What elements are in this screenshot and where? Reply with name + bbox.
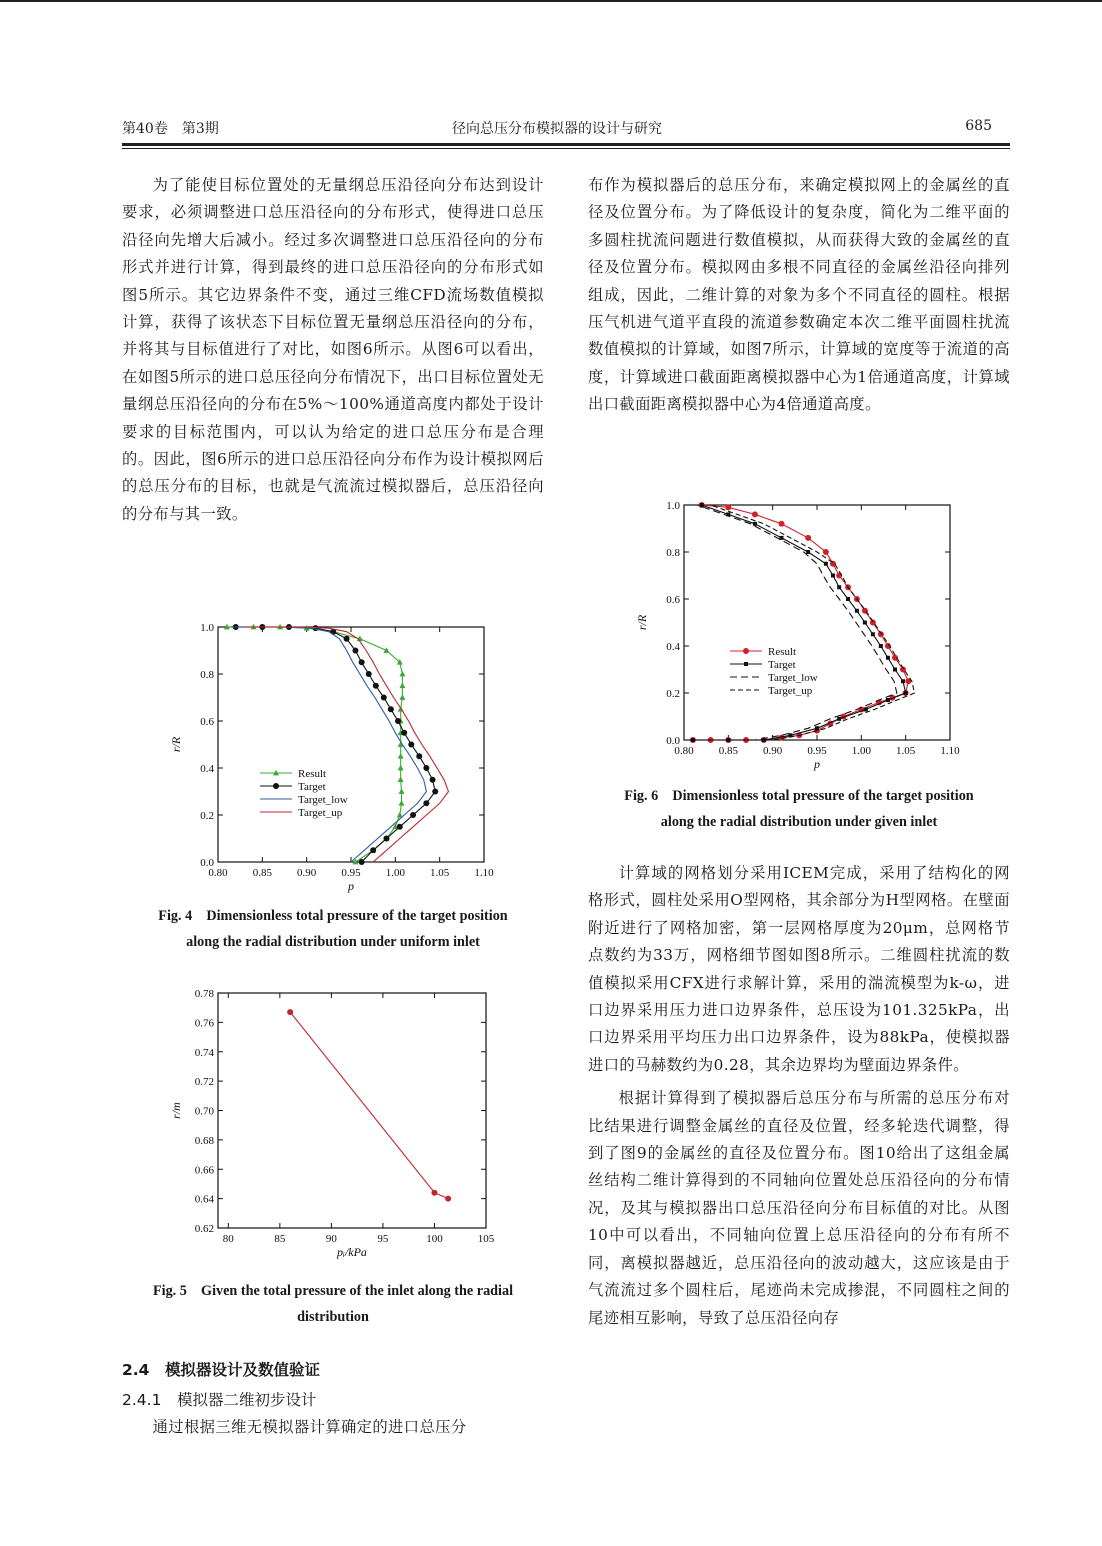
- data-point: [397, 824, 403, 830]
- data-point: [815, 726, 819, 730]
- plot-frame: [684, 505, 950, 740]
- fig6-caption-line2: along the radial distribution under given inlet: [660, 814, 938, 830]
- data-point: [743, 648, 749, 654]
- y-tick-label: 0.76: [194, 1017, 214, 1030]
- data-point: [401, 730, 407, 736]
- fig5-chart: [160, 984, 510, 1269]
- data-point: [398, 753, 404, 759]
- data-point: [352, 648, 358, 654]
- x-tick-label: 1.00: [851, 745, 871, 757]
- left-column-text: [122, 172, 544, 528]
- data-point: [423, 765, 429, 771]
- data-point: [805, 535, 811, 541]
- y-tick-label: 0.2: [666, 688, 680, 700]
- data-point: [904, 691, 908, 695]
- legend-label: Target: [768, 659, 796, 671]
- legend-label: Target_up: [298, 807, 343, 819]
- data-point: [752, 511, 758, 517]
- data-point: [691, 738, 695, 742]
- running-header: [122, 118, 992, 140]
- x-tick-label: 0.85: [252, 867, 272, 879]
- data-point: [823, 549, 829, 555]
- legend-label: Result: [298, 768, 327, 780]
- plot-frame: [218, 627, 484, 862]
- data-point: [879, 644, 883, 648]
- x-tick-label: 0.80: [208, 867, 228, 879]
- series-line: [245, 627, 449, 862]
- legend-label: Target_low: [298, 794, 348, 806]
- y-tick-label: 0.78: [194, 988, 214, 1000]
- y-tick-label: 1.0: [666, 500, 680, 512]
- fig6-chart: [626, 496, 976, 778]
- y-tick-label: 0.72: [194, 1076, 214, 1089]
- fig5-caption: [122, 1278, 544, 1330]
- paragraph: 布作为模拟器后的总压分布，来确定模拟网上的金属丝的直径及位置分布。为了降低设计的复杂度，简化为二维平面的多圆柱扰流问题进行数值模拟，从而获得大致的金属丝的直径及位置分布。模拟网由多根不同直径的金属丝沿径向排列组成，因此，二维计算的对象为多个不同直径的圆柱。根据压气机进气道平直段的流道参数确定本次二维平面圆柱扰流数值模拟的计算域，如图7所示，计算域的宽度等于流道的高度，计算域进口截面距离模拟器中心为1倍通道高度，计算域出口截面距离模拟器中心为4倍通道高度。: [588, 176, 1010, 414]
- y-tick-label: 0.4: [666, 641, 680, 653]
- data-point: [399, 788, 405, 794]
- left-column-text-bottom: [122, 1414, 544, 1441]
- plot-frame: [218, 993, 486, 1228]
- data-point: [886, 698, 890, 702]
- data-point: [837, 717, 841, 721]
- data-point: [901, 679, 905, 683]
- y-axis-label: r/R: [169, 736, 183, 753]
- data-point: [753, 522, 757, 526]
- data-point: [395, 718, 401, 724]
- paragraph: 计算域的网格划分采用ICEM完成，采用了结构化的网格形式，圆柱处采用O型网格，其余部分为H型网格。在壁面附近进行了网格加密，第一层网格厚度为20μm，总网格节点数约为33万，网格细节图如图8所示。二维圆柱扰流的数值模拟采用CFX进行求解计算，采用的湍流模型为k-ω，进口边界采用压力进口边界条件，总压设为101.325kPa，出口边界采用平均压力出口边界条件，设为88kPa，使模拟器进口的马赫数约为0.28，其余边界均为壁面边界条件。: [588, 864, 1010, 1074]
- fig5-caption-line1: Fig. 5 Given the total pressure of the inlet along the radial: [152, 1283, 514, 1299]
- x-tick-label: 0.95: [341, 867, 361, 879]
- x-tick-label: 1.05: [896, 745, 916, 757]
- y-tick-label: 0.0: [666, 735, 680, 747]
- series-line: [236, 627, 436, 862]
- data-point: [287, 1009, 293, 1015]
- data-point: [831, 574, 835, 578]
- y-tick-label: 0.8: [666, 547, 680, 559]
- y-tick-label: 0.4: [200, 763, 214, 775]
- fig6-caption: [588, 783, 1010, 835]
- x-tick-label: 1.10: [474, 867, 494, 879]
- right-column-text-top: [588, 172, 1010, 419]
- y-tick-label: 0.64: [194, 1193, 214, 1206]
- header-rule-thin: [122, 148, 1010, 149]
- data-point: [399, 694, 405, 700]
- x-tick-label: 1.05: [430, 867, 450, 879]
- data-point: [359, 859, 365, 865]
- data-point: [408, 742, 414, 748]
- data-point: [399, 671, 405, 677]
- data-point: [366, 671, 372, 677]
- subsection-heading: 2.4.1 模拟器二维初步设计: [122, 1391, 317, 1409]
- data-point: [430, 777, 436, 783]
- section-heading: 2.4 模拟器设计及数值验证: [122, 1361, 320, 1379]
- y-tick-label: 0.66: [194, 1164, 214, 1177]
- x-tick-label: 105: [477, 1233, 495, 1245]
- x-tick-label: 1.00: [385, 867, 405, 879]
- running-title: 径向总压分布模拟器的设计与研究: [452, 121, 662, 137]
- data-point: [893, 668, 897, 672]
- series-line: [227, 627, 403, 862]
- data-point: [725, 504, 731, 510]
- x-tick-label: 85: [274, 1233, 286, 1245]
- fig4-caption-line2: along the radial distribution under uniform inlet: [186, 934, 480, 950]
- x-axis-label: pᵢ/kPa: [337, 1245, 367, 1259]
- data-point: [700, 503, 704, 507]
- x-tick-label: 90: [325, 1233, 337, 1245]
- data-point: [837, 585, 841, 589]
- x-tick-label: 0.85: [718, 745, 738, 757]
- data-point: [370, 847, 376, 853]
- data-point: [359, 659, 365, 665]
- data-point: [273, 783, 279, 789]
- x-tick-label: 80: [222, 1233, 234, 1245]
- data-point: [779, 521, 785, 527]
- data-point: [381, 695, 387, 701]
- header-rule-thick: [122, 143, 1010, 146]
- y-tick-label: 1.0: [200, 622, 214, 634]
- x-axis-label: p: [814, 757, 820, 771]
- data-point: [744, 662, 748, 666]
- fig4-chart: [160, 618, 510, 900]
- fig5-caption-line2: distribution: [297, 1309, 369, 1325]
- data-point: [423, 800, 429, 806]
- data-point: [416, 753, 422, 759]
- legend-label: Target: [298, 781, 326, 793]
- y-tick-label: 0.62: [194, 1223, 214, 1235]
- x-tick-label: 100: [426, 1233, 443, 1245]
- data-point: [399, 683, 405, 689]
- data-point: [886, 656, 890, 660]
- top-rule: [0, 0, 1102, 2]
- fig4-caption-line1: Fig. 4 Dimensionless total pressure of the target position: [158, 908, 508, 924]
- legend-label: Target_low: [768, 672, 818, 684]
- data-point: [373, 683, 379, 689]
- y-tick-label: 0.68: [194, 1134, 214, 1147]
- data-point: [806, 550, 810, 554]
- y-tick-label: 0.74: [194, 1046, 214, 1059]
- x-tick-label: 0.80: [674, 745, 694, 757]
- x-tick-label: 0.90: [297, 867, 317, 879]
- data-point: [445, 1196, 451, 1202]
- journal-volume: 第40卷 第3期: [122, 121, 219, 137]
- y-tick-label: 0.2: [200, 810, 214, 822]
- paragraph: 为了能使目标位置处的无量纲总压沿径向分布达到设计要求，必须调整进口总压沿径向的分布形式，使得进口总压沿径向先增大后减小。经过多次调整进口总压沿径向的分布形式并进行计算，得到最终的进口总压沿径向的分布形式如图5所示。其它边界条件不变，通过三维CFD流场数值模拟计算，获得了该状态下目标位置无量纲总压沿径向的分布，并将其与目标值进行了对比，如图6所示。从图6可以看出，在如图5所示的进口总压径向分布情况下，出口目标位置处无量纲总压沿径向的分布在5%～100%通道高度内都处于设计要求的目标范围内，可以认为给定的进口总压分布是合理的。因此，图6所示的进口总压沿径向分布作为设计模拟网后的总压分布的目标，也就是气流流过模拟器后，总压沿径向的分布与其一致。: [122, 176, 544, 523]
- fig6-caption-line1: Fig. 6 Dimensionless total pressure of the target position: [624, 788, 974, 804]
- right-column-text-bottom: [588, 860, 1010, 1332]
- y-tick-label: 0.70: [194, 1105, 214, 1118]
- x-tick-label: 0.90: [763, 745, 783, 757]
- data-point: [388, 706, 394, 712]
- legend-label: Target_up: [768, 685, 813, 697]
- data-point: [846, 597, 850, 601]
- data-point: [398, 765, 404, 771]
- data-point: [344, 636, 350, 642]
- data-point: [863, 621, 867, 625]
- legend-label: Result: [768, 646, 797, 658]
- data-point: [431, 1190, 437, 1196]
- data-point: [864, 707, 868, 711]
- data-point: [410, 812, 416, 818]
- y-tick-label: 0.6: [666, 594, 680, 606]
- x-tick-label: 0.95: [807, 745, 827, 757]
- x-tick-label: 1.10: [940, 745, 960, 757]
- y-axis-label: r/m: [169, 1102, 183, 1119]
- x-tick-label: 95: [377, 1233, 389, 1245]
- fig4-caption: [122, 903, 544, 955]
- series-line: [290, 1012, 448, 1199]
- data-point: [871, 632, 875, 636]
- y-axis-label: r/R: [635, 614, 649, 631]
- data-point: [432, 789, 438, 795]
- data-point: [383, 836, 389, 842]
- data-point: [398, 777, 404, 783]
- paragraph: 根据计算得到了模拟器后总压分布与所需的总压分布对比结果进行调整金属丝的直径及位置，经多轮迭代调整，得到了图9的金属丝的直径及位置分布。图10给出了这组金属丝结构二维计算得到的不同轴向位置处总压沿径向的分布情况，及其与模拟器出口总压沿径向分布目标值的对比。从图10中可以看出，不同轴向位置上总压沿径向的分布有所不同，离模拟器越近，总压沿径向的波动越大，这应该是由于气流流过多个圆柱后，尾迹尚未完成掺混，不同圆柱之间的尾迹相互影响，导致了总压沿径向存: [588, 1089, 1010, 1327]
- x-axis-label: p: [348, 879, 354, 893]
- data-point: [399, 800, 405, 806]
- data-point: [855, 609, 859, 613]
- data-point: [824, 562, 828, 566]
- y-tick-label: 0.0: [200, 857, 214, 869]
- y-tick-label: 0.8: [200, 669, 214, 681]
- paragraph: 通过根据三维无模拟器计算确定的进口总压分: [152, 1418, 467, 1436]
- y-tick-label: 0.6: [200, 716, 214, 728]
- page-number: 685: [965, 118, 992, 134]
